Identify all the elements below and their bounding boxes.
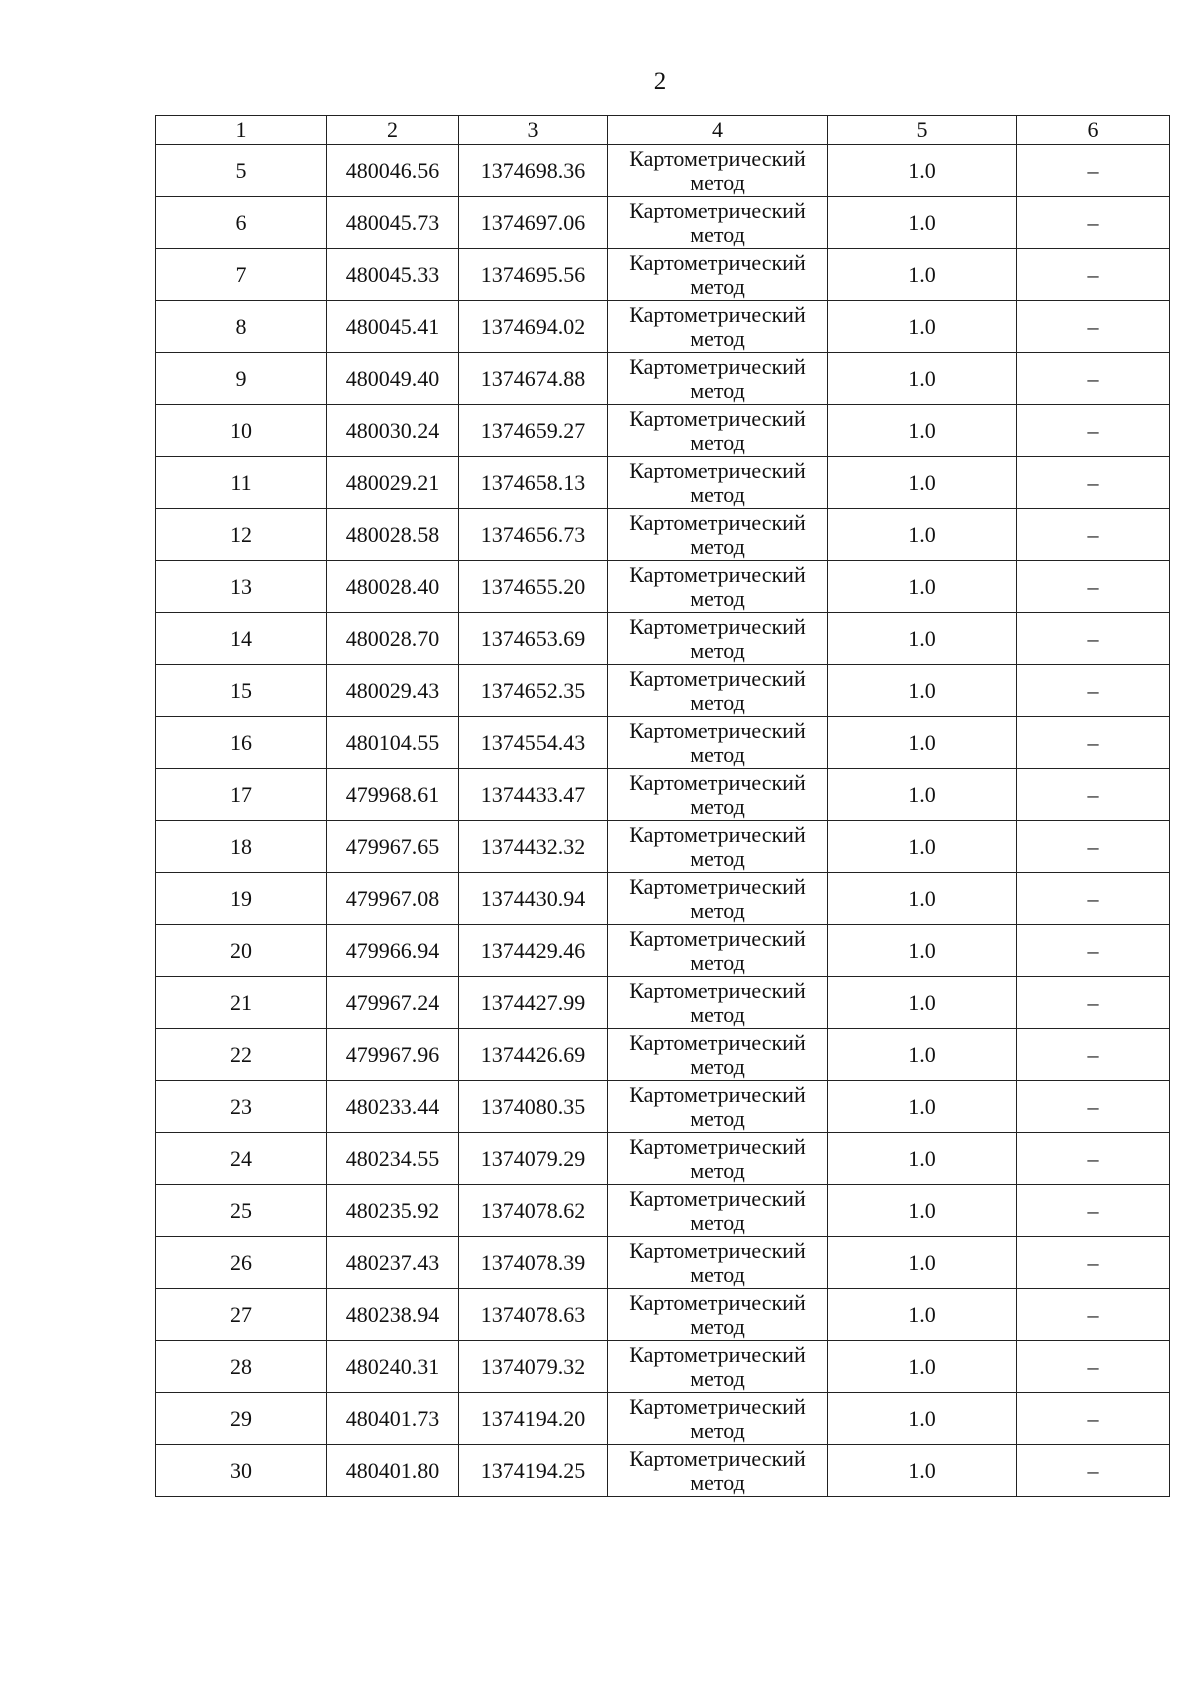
method-line-1: Картометрический	[629, 561, 806, 587]
x-coordinate-cell: 480045.33	[327, 249, 459, 301]
x-coordinate-cell: 480235.92	[327, 1185, 459, 1237]
method-cell	[608, 821, 828, 873]
method-line-1: Картометрический	[629, 457, 806, 483]
x-coordinate-cell: 479966.94	[327, 925, 459, 977]
y-coordinate-cell: 1374079.29	[459, 1133, 608, 1185]
point-number-cell: 12	[156, 509, 327, 561]
method-cell	[608, 977, 828, 1029]
note-cell: –	[1017, 353, 1170, 405]
x-coordinate-cell: 480238.94	[327, 1289, 459, 1341]
method-line-2: метод	[690, 1261, 745, 1287]
method-line-2: метод	[690, 689, 745, 715]
table-row	[156, 145, 1170, 197]
method-line-1: Картометрический	[629, 197, 806, 223]
note-cell: –	[1017, 1081, 1170, 1133]
accuracy-cell: 1.0	[828, 405, 1017, 457]
method-line-1: Картометрический	[629, 769, 806, 795]
x-coordinate-cell: 480401.73	[327, 1393, 459, 1445]
method-cell	[608, 873, 828, 925]
accuracy-cell: 1.0	[828, 873, 1017, 925]
accuracy-cell: 1.0	[828, 977, 1017, 1029]
accuracy-cell: 1.0	[828, 1237, 1017, 1289]
point-number-cell: 14	[156, 613, 327, 665]
method-line-2: метод	[690, 1105, 745, 1131]
point-number-cell: 17	[156, 769, 327, 821]
table-row	[156, 457, 1170, 509]
y-coordinate-cell: 1374430.94	[459, 873, 608, 925]
point-number-cell: 5	[156, 145, 327, 197]
point-number-cell: 19	[156, 873, 327, 925]
point-number-cell: 11	[156, 457, 327, 509]
note-cell: –	[1017, 249, 1170, 301]
point-number-cell: 26	[156, 1237, 327, 1289]
y-coordinate-cell: 1374426.69	[459, 1029, 608, 1081]
y-coordinate-cell: 1374078.63	[459, 1289, 608, 1341]
column-header: 4	[608, 116, 828, 145]
accuracy-cell: 1.0	[828, 1133, 1017, 1185]
x-coordinate-cell: 480237.43	[327, 1237, 459, 1289]
method-cell	[608, 1029, 828, 1081]
point-number-cell: 10	[156, 405, 327, 457]
note-cell: –	[1017, 145, 1170, 197]
method-line-1: Картометрический	[629, 405, 806, 431]
method-line-1: Картометрический	[629, 301, 806, 327]
point-number-cell: 30	[156, 1445, 327, 1497]
method-line-1: Картометрический	[629, 1237, 806, 1263]
accuracy-cell: 1.0	[828, 1289, 1017, 1341]
note-cell: –	[1017, 1289, 1170, 1341]
page-number: 2	[653, 68, 667, 95]
method-line-2: метод	[690, 637, 745, 663]
method-line-2: метод	[690, 169, 745, 195]
method-line-2: метод	[690, 273, 745, 299]
x-coordinate-cell: 479967.08	[327, 873, 459, 925]
method-line-2: метод	[690, 1157, 745, 1183]
method-cell	[608, 301, 828, 353]
y-coordinate-cell: 1374694.02	[459, 301, 608, 353]
point-number-cell: 20	[156, 925, 327, 977]
method-cell	[608, 1445, 828, 1497]
method-line-1: Картометрический	[629, 665, 806, 691]
method-cell	[608, 1185, 828, 1237]
table-row	[156, 769, 1170, 821]
note-cell: –	[1017, 197, 1170, 249]
y-coordinate-cell: 1374656.73	[459, 509, 608, 561]
method-line-2: метод	[690, 1209, 745, 1235]
x-coordinate-cell: 479967.24	[327, 977, 459, 1029]
point-number-cell: 13	[156, 561, 327, 613]
table-row	[156, 1341, 1170, 1393]
method-cell	[608, 769, 828, 821]
y-coordinate-cell: 1374652.35	[459, 665, 608, 717]
note-cell: –	[1017, 1445, 1170, 1497]
method-line-2: метод	[690, 533, 745, 559]
x-coordinate-cell: 480046.56	[327, 145, 459, 197]
y-coordinate-cell: 1374433.47	[459, 769, 608, 821]
table-header-row	[156, 116, 1170, 145]
table-row	[156, 197, 1170, 249]
note-cell: –	[1017, 301, 1170, 353]
note-cell: –	[1017, 1185, 1170, 1237]
method-line-1: Картометрический	[629, 145, 806, 171]
table-row	[156, 1289, 1170, 1341]
y-coordinate-cell: 1374427.99	[459, 977, 608, 1029]
accuracy-cell: 1.0	[828, 457, 1017, 509]
table-row	[156, 1133, 1170, 1185]
method-line-1: Картометрический	[629, 717, 806, 743]
table-row	[156, 509, 1170, 561]
point-number-cell: 18	[156, 821, 327, 873]
accuracy-cell: 1.0	[828, 1185, 1017, 1237]
note-cell: –	[1017, 457, 1170, 509]
method-cell	[608, 717, 828, 769]
x-coordinate-cell: 479967.65	[327, 821, 459, 873]
method-line-1: Картометрический	[629, 249, 806, 275]
y-coordinate-cell: 1374194.25	[459, 1445, 608, 1497]
point-number-cell: 25	[156, 1185, 327, 1237]
table-row	[156, 561, 1170, 613]
note-cell: –	[1017, 405, 1170, 457]
column-header: 2	[327, 116, 459, 145]
method-line-2: метод	[690, 949, 745, 975]
method-line-2: метод	[690, 221, 745, 247]
y-coordinate-cell: 1374674.88	[459, 353, 608, 405]
x-coordinate-cell: 480029.21	[327, 457, 459, 509]
y-coordinate-cell: 1374698.36	[459, 145, 608, 197]
method-line-1: Картометрический	[629, 353, 806, 379]
method-cell	[608, 561, 828, 613]
y-coordinate-cell: 1374079.32	[459, 1341, 608, 1393]
method-line-2: метод	[690, 741, 745, 767]
table-row	[156, 665, 1170, 717]
note-cell: –	[1017, 1237, 1170, 1289]
x-coordinate-cell: 480029.43	[327, 665, 459, 717]
method-line-1: Картометрический	[629, 1341, 806, 1367]
accuracy-cell: 1.0	[828, 561, 1017, 613]
accuracy-cell: 1.0	[828, 1393, 1017, 1445]
method-line-1: Картометрический	[629, 977, 806, 1003]
accuracy-cell: 1.0	[828, 665, 1017, 717]
method-line-1: Картометрический	[629, 1029, 806, 1055]
coordinates-table	[155, 115, 1170, 1497]
x-coordinate-cell: 480234.55	[327, 1133, 459, 1185]
accuracy-cell: 1.0	[828, 821, 1017, 873]
point-number-cell: 24	[156, 1133, 327, 1185]
accuracy-cell: 1.0	[828, 925, 1017, 977]
x-coordinate-cell: 480028.58	[327, 509, 459, 561]
y-coordinate-cell: 1374554.43	[459, 717, 608, 769]
x-coordinate-cell: 480233.44	[327, 1081, 459, 1133]
y-coordinate-cell: 1374658.13	[459, 457, 608, 509]
point-number-cell: 9	[156, 353, 327, 405]
point-number-cell: 22	[156, 1029, 327, 1081]
y-coordinate-cell: 1374078.62	[459, 1185, 608, 1237]
y-coordinate-cell: 1374194.20	[459, 1393, 608, 1445]
note-cell: –	[1017, 509, 1170, 561]
accuracy-cell: 1.0	[828, 353, 1017, 405]
method-line-1: Картометрический	[629, 1445, 806, 1471]
method-line-2: метод	[690, 1469, 745, 1495]
table-row	[156, 1445, 1170, 1497]
note-cell: –	[1017, 1029, 1170, 1081]
method-line-2: метод	[690, 793, 745, 819]
note-cell: –	[1017, 561, 1170, 613]
method-line-1: Картометрический	[629, 1185, 806, 1211]
x-coordinate-cell: 479967.96	[327, 1029, 459, 1081]
method-cell	[608, 145, 828, 197]
point-number-cell: 29	[156, 1393, 327, 1445]
method-cell	[608, 1133, 828, 1185]
method-line-2: метод	[690, 585, 745, 611]
method-line-2: метод	[690, 481, 745, 507]
table-row	[156, 717, 1170, 769]
method-line-2: метод	[690, 325, 745, 351]
note-cell: –	[1017, 613, 1170, 665]
note-cell: –	[1017, 1341, 1170, 1393]
method-line-2: метод	[690, 377, 745, 403]
table-row	[156, 301, 1170, 353]
table-row	[156, 977, 1170, 1029]
accuracy-cell: 1.0	[828, 509, 1017, 561]
table-row	[156, 353, 1170, 405]
table-row	[156, 613, 1170, 665]
table-row	[156, 1185, 1170, 1237]
x-coordinate-cell: 480045.41	[327, 301, 459, 353]
y-coordinate-cell: 1374653.69	[459, 613, 608, 665]
method-cell	[608, 457, 828, 509]
method-line-2: метод	[690, 1001, 745, 1027]
x-coordinate-cell: 480049.40	[327, 353, 459, 405]
method-cell	[608, 665, 828, 717]
point-number-cell: 21	[156, 977, 327, 1029]
table-row	[156, 405, 1170, 457]
point-number-cell: 27	[156, 1289, 327, 1341]
method-line-1: Картометрический	[629, 1133, 806, 1159]
method-line-1: Картометрический	[629, 1081, 806, 1107]
method-line-1: Картометрический	[629, 821, 806, 847]
point-number-cell: 6	[156, 197, 327, 249]
accuracy-cell: 1.0	[828, 1341, 1017, 1393]
note-cell: –	[1017, 1393, 1170, 1445]
method-line-2: метод	[690, 1365, 745, 1391]
point-number-cell: 16	[156, 717, 327, 769]
table-row	[156, 249, 1170, 301]
method-cell	[608, 1237, 828, 1289]
x-coordinate-cell: 480030.24	[327, 405, 459, 457]
method-line-1: Картометрический	[629, 509, 806, 535]
table-row	[156, 1393, 1170, 1445]
x-coordinate-cell: 480401.80	[327, 1445, 459, 1497]
table-row	[156, 925, 1170, 977]
accuracy-cell: 1.0	[828, 717, 1017, 769]
method-cell	[608, 1393, 828, 1445]
method-line-1: Картометрический	[629, 873, 806, 899]
note-cell: –	[1017, 665, 1170, 717]
point-number-cell: 8	[156, 301, 327, 353]
y-coordinate-cell: 1374080.35	[459, 1081, 608, 1133]
accuracy-cell: 1.0	[828, 1445, 1017, 1497]
y-coordinate-cell: 1374659.27	[459, 405, 608, 457]
y-coordinate-cell: 1374432.32	[459, 821, 608, 873]
method-line-1: Картометрический	[629, 1393, 806, 1419]
y-coordinate-cell: 1374655.20	[459, 561, 608, 613]
note-cell: –	[1017, 1133, 1170, 1185]
note-cell: –	[1017, 925, 1170, 977]
accuracy-cell: 1.0	[828, 145, 1017, 197]
x-coordinate-cell: 480240.31	[327, 1341, 459, 1393]
table-row	[156, 1081, 1170, 1133]
method-line-2: метод	[690, 897, 745, 923]
column-header: 3	[459, 116, 608, 145]
y-coordinate-cell: 1374429.46	[459, 925, 608, 977]
method-line-2: метод	[690, 429, 745, 455]
accuracy-cell: 1.0	[828, 1081, 1017, 1133]
x-coordinate-cell: 479968.61	[327, 769, 459, 821]
method-line-2: метод	[690, 1053, 745, 1079]
table-row	[156, 873, 1170, 925]
y-coordinate-cell: 1374078.39	[459, 1237, 608, 1289]
column-header: 6	[1017, 116, 1170, 145]
y-coordinate-cell: 1374695.56	[459, 249, 608, 301]
method-cell	[608, 1081, 828, 1133]
point-number-cell: 28	[156, 1341, 327, 1393]
point-number-cell: 15	[156, 665, 327, 717]
table-row	[156, 1029, 1170, 1081]
point-number-cell: 7	[156, 249, 327, 301]
method-line-1: Картометрический	[629, 925, 806, 951]
column-header: 5	[828, 116, 1017, 145]
table-row	[156, 821, 1170, 873]
method-line-2: метод	[690, 1417, 745, 1443]
note-cell: –	[1017, 873, 1170, 925]
x-coordinate-cell: 480028.40	[327, 561, 459, 613]
note-cell: –	[1017, 977, 1170, 1029]
accuracy-cell: 1.0	[828, 301, 1017, 353]
x-coordinate-cell: 480045.73	[327, 197, 459, 249]
method-line-1: Картометрический	[629, 1289, 806, 1315]
method-cell	[608, 249, 828, 301]
table-row	[156, 1237, 1170, 1289]
x-coordinate-cell: 480028.70	[327, 613, 459, 665]
method-cell	[608, 353, 828, 405]
method-line-1: Картометрический	[629, 613, 806, 639]
accuracy-cell: 1.0	[828, 249, 1017, 301]
accuracy-cell: 1.0	[828, 197, 1017, 249]
column-header: 1	[156, 116, 327, 145]
note-cell: –	[1017, 769, 1170, 821]
x-coordinate-cell: 480104.55	[327, 717, 459, 769]
point-number-cell: 23	[156, 1081, 327, 1133]
method-cell	[608, 925, 828, 977]
method-cell	[608, 509, 828, 561]
method-line-2: метод	[690, 1313, 745, 1339]
accuracy-cell: 1.0	[828, 769, 1017, 821]
note-cell: –	[1017, 821, 1170, 873]
method-line-2: метод	[690, 845, 745, 871]
method-cell	[608, 1289, 828, 1341]
table-body	[156, 116, 1170, 1497]
note-cell: –	[1017, 717, 1170, 769]
method-cell	[608, 197, 828, 249]
method-cell	[608, 613, 828, 665]
method-cell	[608, 405, 828, 457]
method-cell	[608, 1341, 828, 1393]
accuracy-cell: 1.0	[828, 1029, 1017, 1081]
accuracy-cell: 1.0	[828, 613, 1017, 665]
y-coordinate-cell: 1374697.06	[459, 197, 608, 249]
